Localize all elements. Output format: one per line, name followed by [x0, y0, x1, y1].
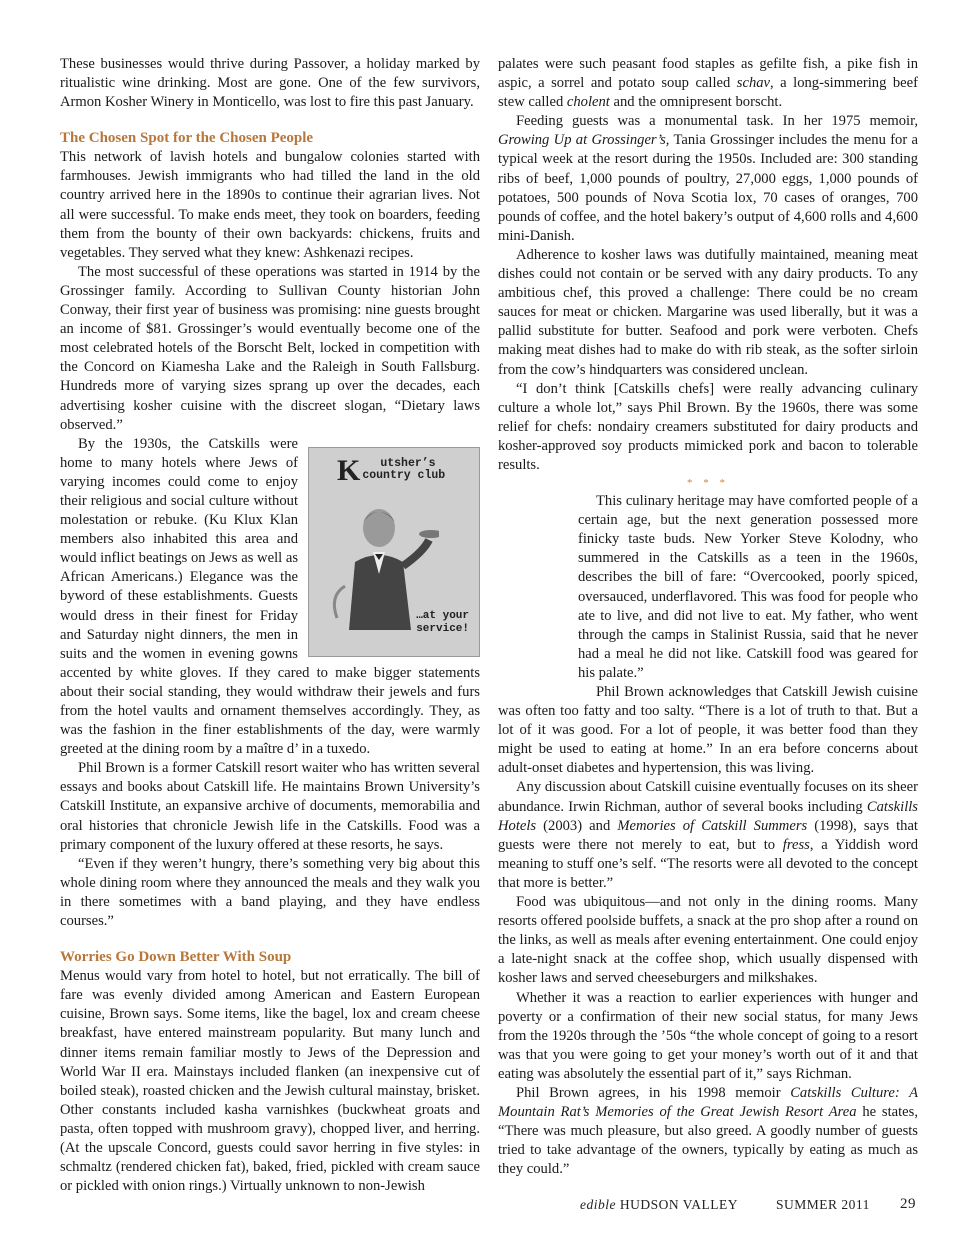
paragraph-agrees: Phil Brown agrees, in his 1998 memoir Catskills Culture: A Mountain Rat’s Memories of the Great Jewish Resort Area he states, “There was much pleasure, but also greed. A goodly number of guests tried to take advantage of the owners, typically by eating as much as they could.”	[498, 1084, 918, 1178]
ad-title-rest: utsher’s	[380, 456, 436, 470]
footer-brand-italic: edible	[580, 1197, 616, 1212]
ad-figure	[308, 447, 480, 657]
paragraph-ubiquitous: Food was ubiquitous—and not only in the dining rooms. Many resorts offered poolside buffets, a snack at the pro shop after a round on the links, as well as meals after evening entertainment. One could enjoy a late-night snack at the coffee shop, which usually dispensed with kosher laws and served cheeseburgers and milkshakes.	[498, 894, 918, 987]
paragraph-reaction: Whether it was a reaction to earlier experiences with hunger and poverty or a confirmation of their new social status, for many Jews from the 1920s through the ’50s “the whole concept of going to a resort was that you were going to get your money’s worth out of it and that eating was absolutely the essential part of it,” says Richman.	[498, 989, 918, 1082]
paragraph-quote-hungry: “Even if they weren’t hungry, there’s something very big about this whole dining room where they announced the meals and they walk you in there sometimes with a band playing, and they have endless courses.”	[60, 855, 480, 930]
footer-brand-name: HUDSON VALLEY	[619, 1197, 739, 1212]
ad-tag-line2: service!	[416, 622, 469, 635]
paragraph-1930s	[60, 435, 480, 760]
paragraph-heritage: This culinary heritage may have comforted people of a certain age, but the next generation possessed more finicky taste buds. New Yorker Steve Kolodny, who summered in the Catskills as a teen in the 1960s, describes the bill of fare: “Overcooked, poorly spiced, oversauced, underflavored. This was food for people who ate to live, and did not live to eat. My father, who went through the camps in Stalinist Russia, said that he never had a meal he did not like. Catskill food was geared for his palate.”	[578, 493, 918, 681]
paragraph-advancing: “I don’t think [Catskills chefs] were really advancing culinary culture a whole lot,” says Phil Brown. By the 1960s, there was some relief for chefs: nondairy creamers substituted for dairy products and kosher-approved soy products mimicked pork and bacon to tolerable results.	[498, 380, 918, 473]
kutshers-ad-image	[308, 447, 480, 657]
paragraph-acknowledges: Phil Brown acknowledges that Catskill Jewish cuisine was often too fatty and too salty. “There is a lot of truth to that. But a lot of it was good. For a lot of people, it was better food than they might be used to eating at home.” In an era before concerns about adult-onset diabetes and hypertension, this was living.	[498, 684, 918, 777]
paragraph-phil-brown: Phil Brown is a former Catskill resort waiter who has written several essays and books about Catskill life. He maintains Brown University’s Catskill Institute, an expansive archive of documents, memorabilia and oral histories that chronicle Jewish life in the Catskills. Food was a primary component of the luxury offered at these resorts, he says.	[60, 760, 480, 853]
page-number: 29	[900, 1196, 916, 1212]
paragraph-abundance: Any discussion about Catskill cuisine eventually focuses on its sheer abundance. Irwin Richman, author of several books including Catskills Hotels (2003) and Memories of Catskill Summers (1998), says that guests were there not merely to eat, but to fress, a Yiddish word meaning to stuff one’s self. “The resorts were all devoted to the concept that more is better.”	[498, 779, 919, 891]
subheading-chosen-spot: The Chosen Spot for the Chosen People	[60, 130, 314, 147]
ad-big-letter: K	[337, 453, 361, 487]
paragraph-kosher: Adherence to kosher laws was dutifully maintained, meaning meat dishes could not contain or be served with any dairy products. To any ambitious chef, this proved a challenge: There could be no cream sauces for meat or chicken. Margarine was used liberally, but it was a pallid substitute for butter. Seafood and pork were verboten. Chefs making meat dishes had to make do with rib steak, as the softer sirloin from the cow’s hindquarters was considered unclean.	[498, 246, 918, 378]
paragraph-menus: Menus would vary from hotel to hotel, but not erratically. The bill of fare was evenly divided among American and Eastern European cuisine, Brown says. Some items, like the bagel, lox and cream cheese breakfast, have entered mainstream popularity. But many lunch and dinner items remain familiar mostly to Jews of the Depression and World War II era. Mainstays included flanken (an inexpensive cut of boiled steak), roasted chicken and the Jewish cultural mainstay, brisket. Other constants included kasha varnishkes (buckwheat groats and pasta, often topped with mushroom gravy), chopped liver, and herring. (At the upscale Concord, guests could savor herring in five styles: in schmaltz (rendered chicken fat), baked, fried, pickled with cream sauce or pickled with onion rings.) Virtually unknown to non-Jewish	[60, 968, 480, 1195]
ad-title	[319, 453, 469, 487]
paragraph-intro: These businesses would thrive during Passover, a holiday marked by ritualistic wine drinking. Most are gone. One of the few survivors, Armon Kosher Winery in Monticello, was lost to fire this past January.	[60, 56, 480, 111]
section-break-stars: * * *	[687, 477, 729, 490]
paragraph-palates: palates were such peasant food staples as gefilte fish, a pike fish in aspic, a sorrel and potato soup called schav, a long-simmering beef stew called cholent and the omnipresent borscht.	[498, 56, 918, 111]
left-column	[60, 55, 480, 1196]
ad-tagline	[398, 610, 469, 636]
footer-season: SUMMER 2011	[776, 1197, 870, 1212]
paragraph-network: This network of lavish hotels and bungalow colonies started with farmhouses. Jewish immigrants who had tilled the land in the old country arrived here in the 1890s to continue their agrarian lives. Not all were successful. To make ends meet, they took on boarders, feeding them from the bounty of their own backyards: chickens, fruits and vegetables. They served what they knew: Ashkenazi recipes.	[60, 149, 480, 261]
paragraph-grossinger: The most successful of these operations was started in 1914 by the Grossinger family. According to Sullivan County historian John Conway, their first year of business was promising: nine guests brought an income of $81. Grossinger’s would eventually become one of the most celebrated hotels of the Borscht Belt, locked in competition with the Concord on Kiamesha Lake and the Raleigh in South Fallsburg. Hundreds more of varying sizes sprang up over the decades, each advertising kosher cuisine with the discreet slogan, “Dietary laws observed.”	[60, 263, 480, 433]
page-footer	[580, 1197, 920, 1213]
ad-tag-line1: …at your	[416, 609, 469, 622]
ad-title-line2: country club	[362, 468, 446, 482]
subheading-worries: Worries Go Down Better With Soup	[60, 949, 292, 966]
right-column	[498, 55, 918, 1179]
paragraph-1930s-text: By the 1930s, the Catskills were home to many hotels where Jews of varying incomes could come to enjoy their religious and social culture without molestation or rebuke. (Ku Klux Klan members also inhabited this area and would inflict beatings on Jews as well as African Americans.) Elegance was the byword of these establishments. Guests would dress in their finest for Friday and Saturday night dinners, the men in suits and the women in evening gowns accented by white gloves. If they cared to make bigger statements about their social standing, they would withdraw their jewels and furs from the hotel vaults and ornament themselves accordingly. They, as was the fashion in the finer establishments of the day, were warmly greeted at the dining room by a maître d’ in a tuxedo.	[60, 435, 480, 758]
paragraph-feeding: Feeding guests was a monumental task. In her 1975 memoir, Growing Up at Grossinger’s, Tania Grossinger includes the menu for a typical week at the resort during the 1950s. Included are: 300 standing ribs of beef, 1,000 pounds of poultry, 27,000 eggs, 1,000 pounds of potatoes, 500 pounds of Nova Scotia lox, 70 cases of oranges, 700 pounds of coffee, and the hotel bakery’s output of 4,600 rolls and 4,600 mini-Danish.	[498, 113, 918, 244]
